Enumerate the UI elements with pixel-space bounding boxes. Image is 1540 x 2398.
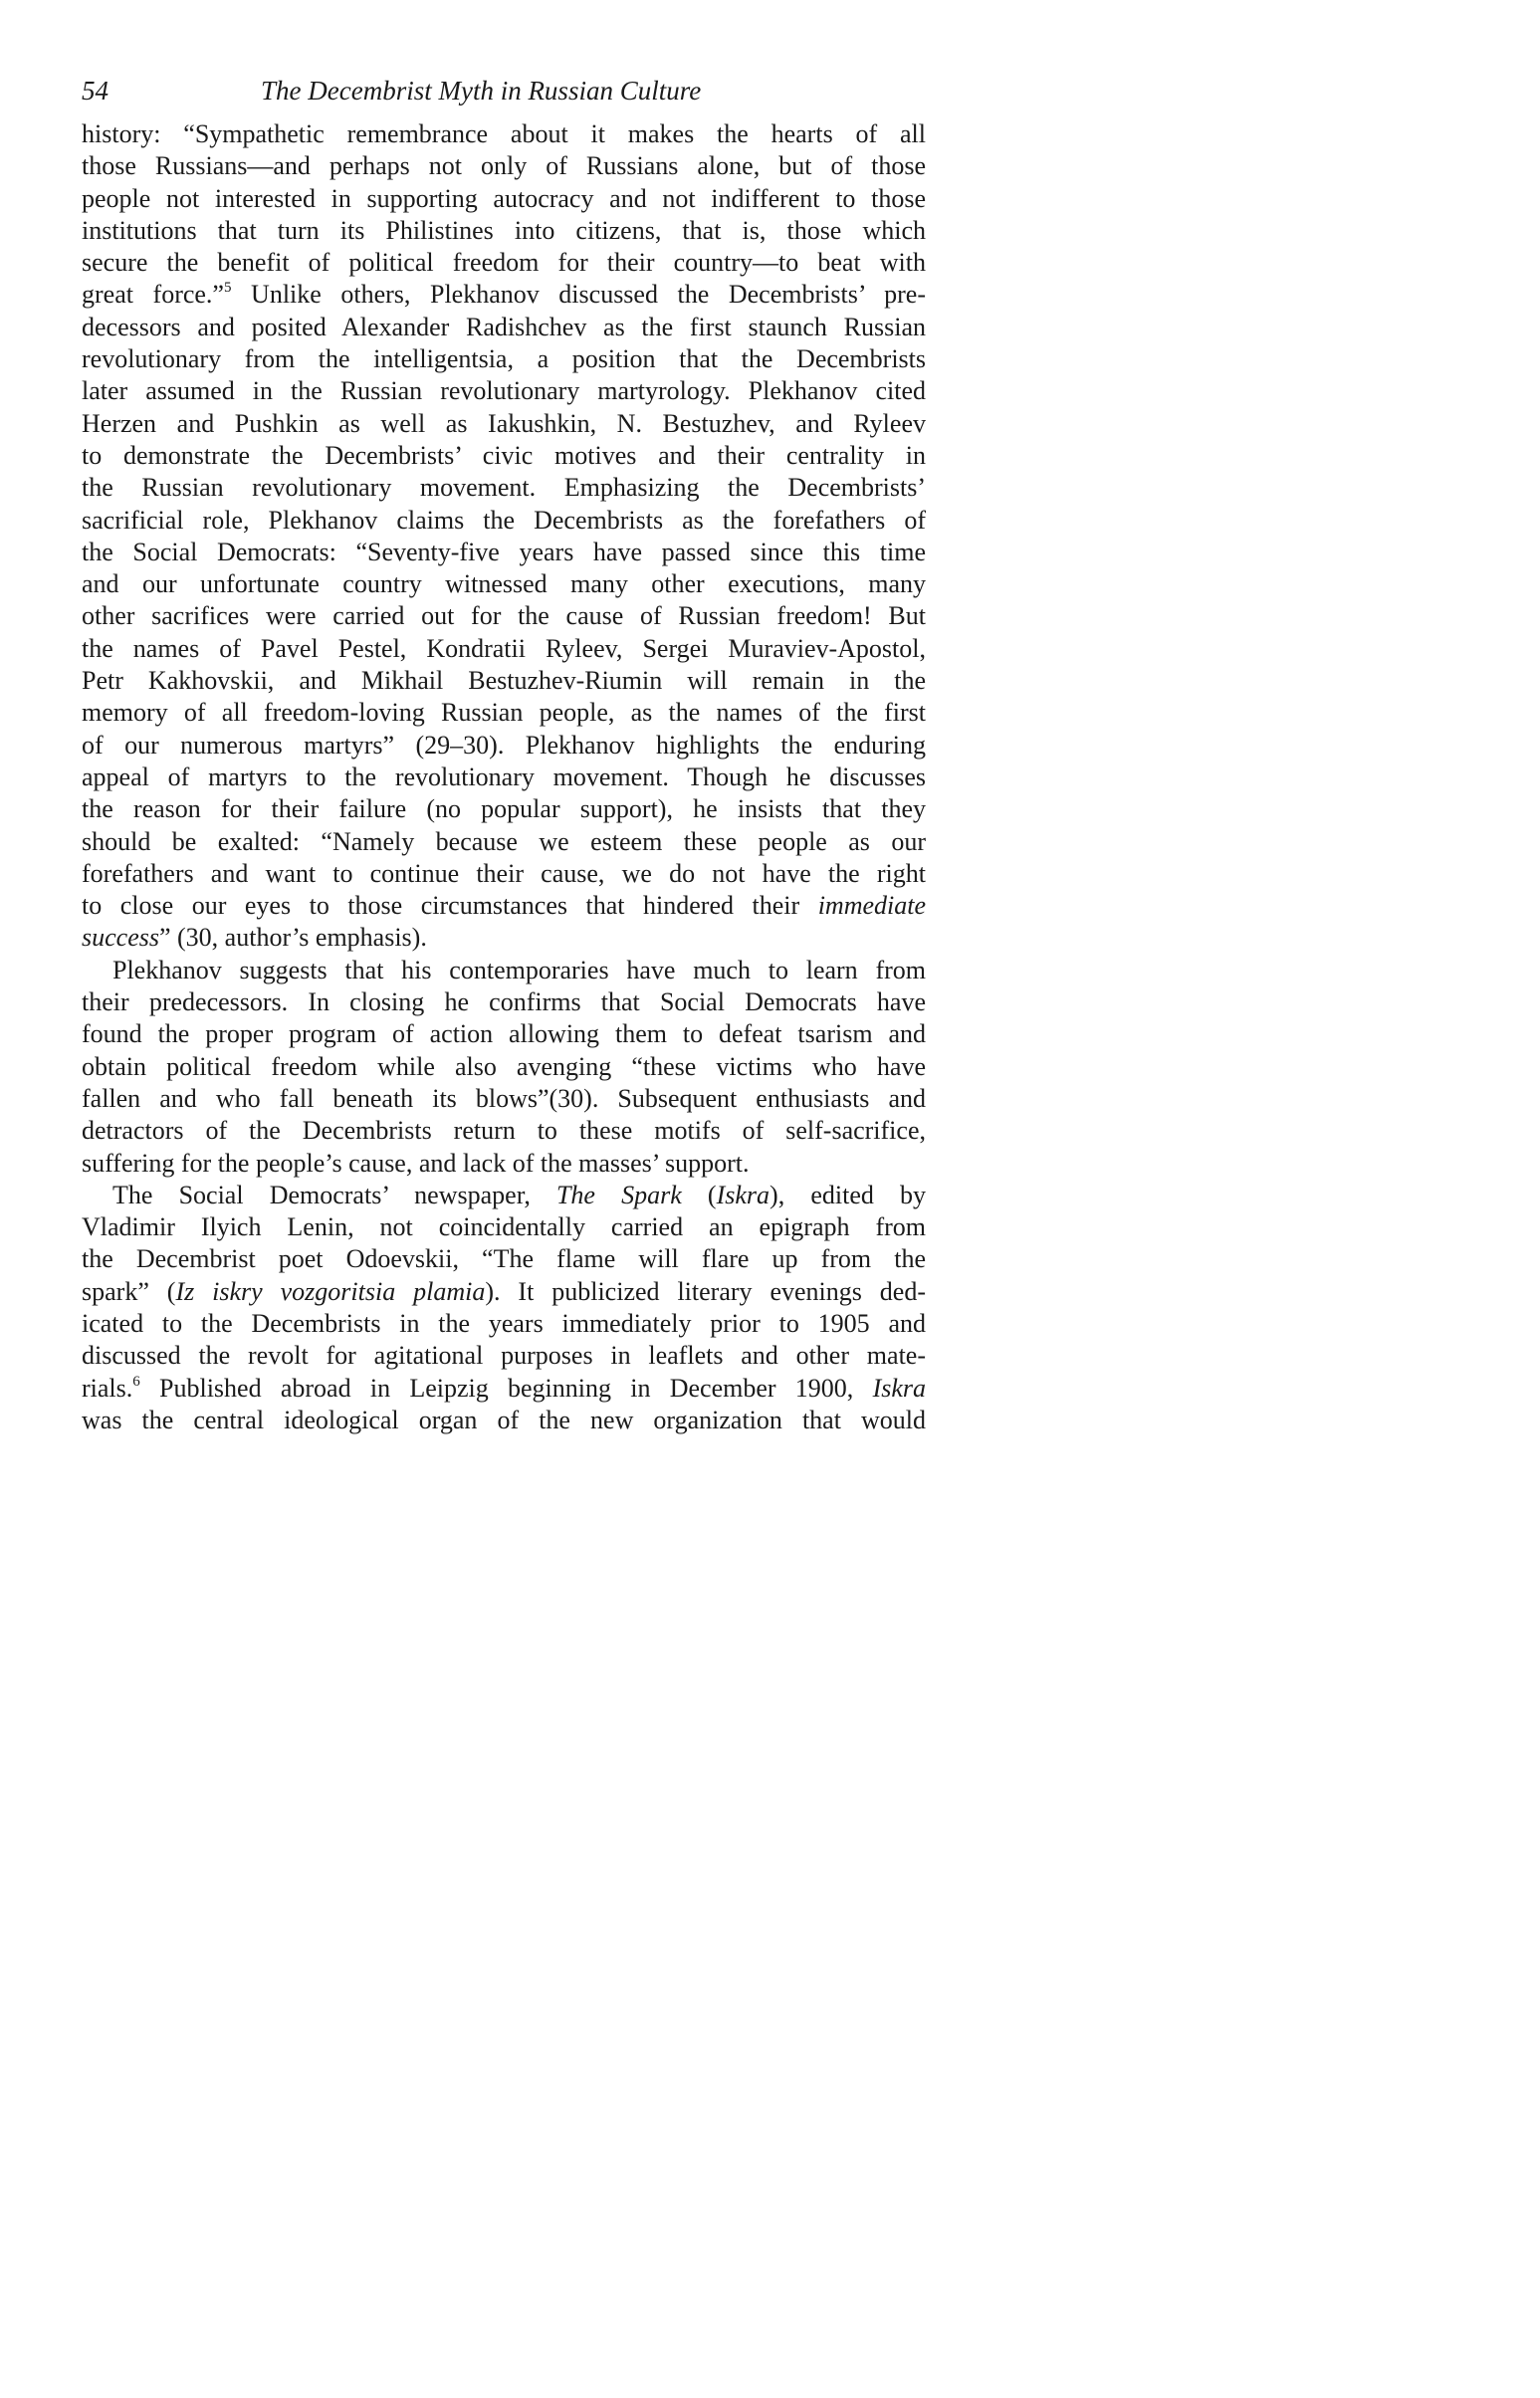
text-line: appeal of martyrs to the revolutionary movement. Though he discusses bbox=[82, 762, 926, 791]
text-run: ), edited by bbox=[770, 1180, 927, 1209]
text-run: The Social Democrats’ newspaper, bbox=[112, 1180, 556, 1209]
text-line bbox=[82, 1373, 926, 1405]
text-run: great force.” bbox=[82, 280, 224, 310]
text-line: to demonstrate the Decembrists’ civic motives and their centrality in bbox=[82, 440, 926, 470]
emphasis-text: success bbox=[82, 923, 159, 953]
text-run: Unlike others, Plekhanov discussed the Decembrists’ pre- bbox=[231, 280, 926, 310]
text-line: was the central ideological organ of the new organization that would bbox=[82, 1405, 926, 1434]
text-run: ” (30, author’s emphasis). bbox=[158, 923, 427, 953]
text-run: to close our eyes to those circumstances that hindered their bbox=[82, 891, 818, 921]
text-run: Published abroad in Leipzig beginning in December 1900, bbox=[139, 1373, 873, 1403]
paragraph-1 bbox=[82, 118, 926, 955]
text-line: institutions that turn its Philistines into citizens, that is, those which bbox=[82, 215, 926, 245]
text-line: secure the benefit of political freedom for their country—to beat with bbox=[82, 248, 926, 278]
book-page bbox=[82, 75, 926, 1436]
text-line: the reason for their failure (no popular support), he insists that they bbox=[82, 794, 926, 824]
text-line: obtain political freedom while also avenging “these victims who have bbox=[82, 1051, 926, 1081]
text-run: spark” ( bbox=[82, 1276, 176, 1306]
text-line bbox=[82, 890, 926, 922]
text-line: found the proper program of action allowing them to defeat tsarism and bbox=[82, 1019, 926, 1049]
newspaper-title: The Spark bbox=[555, 1180, 682, 1209]
emphasis-text: immediate bbox=[817, 891, 926, 921]
text-line: Petr Kakhovskii, and Mikhail Bestuzhev-Riumin will remain in the bbox=[82, 666, 926, 696]
text-line: decessors and posited Alexander Radishchev as the first staunch Russian bbox=[82, 312, 926, 341]
newspaper-title: Iskra bbox=[716, 1180, 770, 1209]
text-line bbox=[82, 279, 926, 311]
text-run: ( bbox=[681, 1180, 717, 1209]
text-line: other sacrifices were carried out for the cause of Russian freedom! But bbox=[82, 601, 926, 631]
text-line: the Decembrist poet Odoevskii, “The flame will flare up from the bbox=[82, 1244, 926, 1274]
text-line: the Social Democrats: “Seventy-five years have passed since this time bbox=[82, 537, 926, 566]
text-line: revolutionary from the intelligentsia, a position that the Decembrists bbox=[82, 344, 926, 374]
text-run: rials. bbox=[82, 1373, 133, 1403]
page-number: 54 bbox=[82, 76, 109, 106]
text-line: forefathers and want to continue their cause, we do not have the right bbox=[82, 858, 926, 888]
emphasis-text: Iz iskry vozgoritsia plamia bbox=[175, 1276, 486, 1306]
text-line: the names of Pavel Pestel, Kondratii Ryleev, Sergei Muraviev-Apostol, bbox=[82, 633, 926, 663]
text-line: memory of all freedom-loving Russian people, as the names of the first bbox=[82, 698, 926, 728]
paragraph-3 bbox=[82, 1180, 926, 1436]
text-line: and our unfortunate country witnessed many other executions, many bbox=[82, 569, 926, 599]
running-title: The Decembrist Myth in Russian Culture bbox=[261, 76, 702, 106]
text-line: the Russian revolutionary movement. Emphasizing the Decembrists’ bbox=[82, 473, 926, 503]
text-line: discussed the revolt for agitational purposes in leaflets and other mate- bbox=[82, 1341, 926, 1371]
footnote-marker: 6 bbox=[132, 1373, 140, 1390]
text-line: Vladimir Ilyich Lenin, not coincidentally carried an epigraph from bbox=[82, 1212, 926, 1242]
text-line: Herzen and Pushkin as well as Iakushkin, N. Bestuzhev, and Ryleev bbox=[82, 408, 926, 438]
paragraph-2 bbox=[82, 955, 926, 1180]
text-line: fallen and who fall beneath its blows”(30). Subsequent enthusiasts and bbox=[82, 1083, 926, 1113]
text-line: icated to the Decembrists in the years immediately prior to 1905 and bbox=[82, 1308, 926, 1338]
text-line: Plekhanov suggests that his contemporaries have much to learn from bbox=[112, 955, 926, 984]
text-line: history: “Sympathetic remembrance about it makes the hearts of all bbox=[82, 119, 926, 148]
text-run: ). It publicized literary evenings ded- bbox=[485, 1276, 926, 1306]
text-line bbox=[82, 1180, 926, 1211]
text-line: later assumed in the Russian revolutionary martyrology. Plekhanov cited bbox=[82, 376, 926, 406]
text-line: suffering for the people’s cause, and lack of the masses’ support. bbox=[82, 1148, 750, 1178]
text-line: people not interested in supporting autocracy and not indifferent to those bbox=[82, 183, 926, 213]
text-line: detractors of the Decembrists return to these motifs of self-sacrifice, bbox=[82, 1116, 926, 1146]
text-line: should be exalted: “Namely because we esteem these people as our bbox=[82, 826, 926, 856]
running-head bbox=[82, 75, 926, 118]
text-line: of our numerous martyrs” (29–30). Plekhanov highlights the enduring bbox=[82, 730, 926, 760]
text-line: their predecessors. In closing he confirms that Social Democrats have bbox=[82, 987, 926, 1017]
text-line: those Russians—and perhaps not only of Russians alone, but of those bbox=[82, 151, 926, 181]
text-line: sacrificial role, Plekhanov claims the Decembrists as the forefathers of bbox=[82, 505, 926, 535]
text-line bbox=[82, 922, 926, 954]
text-line bbox=[82, 1276, 926, 1308]
newspaper-title: Iskra bbox=[872, 1373, 926, 1403]
footnote-marker: 5 bbox=[223, 280, 232, 297]
